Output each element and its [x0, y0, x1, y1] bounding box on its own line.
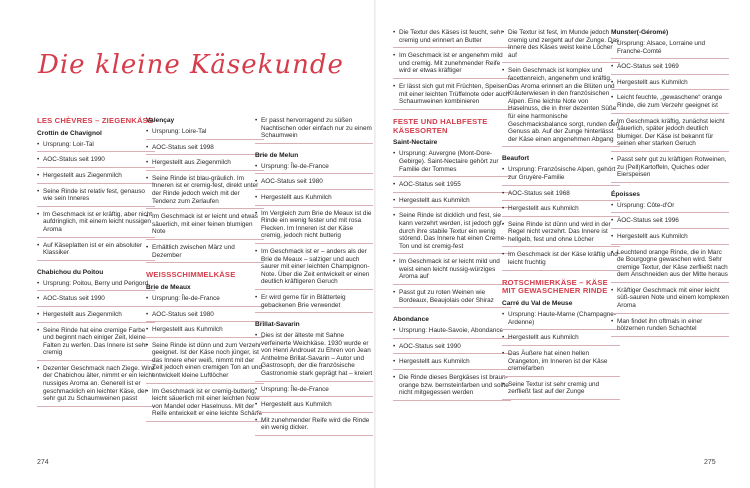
list-item: • Leicht feuchte, „gewaschene“ orange Rinde, die zum Verzehr geeignet ist: [611, 94, 729, 113]
list-item: • Seine Rinde ist blau-gräulich. Im Inneren ist er cremig-fest, direkt unter der Rinde jedoch weich mit der Tendenz zum Zerlaufen: [146, 175, 264, 209]
page-gutter: [374, 0, 376, 488]
list-item: • Seine Textur ist sehr cremig und zerfließt fast auf der Zunge: [502, 381, 620, 400]
list-item: • Man findet ihn oftmals in einer hölzernen runden Schachtel: [611, 318, 729, 337]
cheese-facts-list: [255, 163, 373, 313]
list-item: • Er wird gerne für in Blätterteig gebackenen Brie verwendet: [255, 294, 373, 313]
list-item: • AOC-Status seit 1955: [393, 181, 511, 193]
list-item: • Passt sehr gut zu kräftigen Rotweinen, zu (Pell)Kartoffeln, Quiches oder Eierspeisen: [611, 156, 729, 183]
cheese-facts-list: [37, 280, 155, 407]
list-item: • Dezenter Geschmack nach Ziege. Wird der Chabichou älter, nimmt er ein leicht nussiges Aroma an. Generell ist er geschmacklich ein leichter Käse, der sehr gut zu Schaumweinen passt: [37, 365, 155, 407]
list-item: • Hergestellt aus Kuhmilch: [611, 79, 729, 91]
list-item: • Ursprung: Poitou, Berry und Perigord: [37, 280, 155, 292]
cheese-name: Brillat-Savarin: [255, 321, 300, 329]
list-item: • Ursprung: Französische Alpen, gehört zur Gruyère-Familie: [502, 166, 620, 185]
list-item: • Ursprung: Auvergne (Mont-Dore-Gebirge). Saint-Nectaire gehört zur Familie der Tommes: [393, 150, 511, 177]
cheese-facts-list: [393, 29, 511, 110]
list-item: • AOC-Status seit 1968: [502, 190, 620, 202]
list-item: • Ursprung: Loire-Tal: [146, 128, 264, 140]
list-item: • Seine Rinde hat eine cremige Farbe und beginnt nach einiger Zeit, kleine Falten zu werfen. Das Innere ist sehr cremig: [37, 327, 155, 361]
cheese-name: Crottin de Chavignol: [37, 129, 102, 137]
list-item: • Im Geschmack ist er kräftig, aber nicht aufdringlich, mit einem leicht nussigen Aroma: [37, 211, 155, 238]
cheese-facts-list: [393, 150, 511, 308]
cheese-facts-list: [611, 40, 729, 183]
cheese-name: Époisses: [611, 190, 640, 198]
cheese-facts-list: [502, 29, 620, 147]
section-heading-rotschmierkaese: ROTSCHMIERKÄSE – KÄSE MIT GEWASCHENER RINDE: [502, 277, 608, 296]
list-item: • Ursprung: Haute-Savoie, Abondance: [393, 327, 511, 339]
cheese-name: Munster(-Géromé): [611, 29, 669, 36]
list-item: • Im Geschmack ist er leicht und etwas säuerlich, mit einer feinen blumigen Note: [146, 213, 264, 240]
list-item: • Im Geschmack kräftig, zunächst leicht säuerlich, später jedoch deutlich blumiger. Der Käse ist bekannt für seinen eher starken Geruch: [611, 118, 729, 152]
list-item: • AOC-Status seit 1980: [255, 178, 373, 190]
list-item: • AOC-Status seit 1990: [393, 343, 511, 355]
list-item: • Mit zunehmender Reife wird die Rinde ein wenig dicker.: [255, 417, 373, 436]
list-item: • AOC-Status seit 1969: [611, 63, 729, 75]
list-item: • Auf Käseplatten ist er ein absoluter Klassiker: [37, 242, 155, 261]
list-item: • Im Geschmack ist er angenehm mild und cremig. Mit zunehmender Reife wird er etwas kräftiger: [393, 52, 511, 79]
list-item: • Hergestellt aus Ziegenmilch: [37, 172, 155, 184]
list-item: • Ursprung: Île-de-France: [146, 295, 264, 307]
list-item: • Die Rinde dieses Bergkäses ist braun-orange bzw. bernsteinfarben und sollte nicht mitgegessen werden: [393, 374, 511, 401]
list-item: • Dies ist der älteste mit Sahne verfeinerte Weichkäse. 1930 wurde er von Henri Androuet zu Ehren von Jean Anthelme Brillat-Savarin – Autor und Gastrosoph, der die französische Gastronomie stark geprägt hat – kreiert: [255, 332, 373, 382]
cheese-facts-list: [255, 332, 373, 436]
section-heading-feste-kaesesorten: FESTE UND HALBFESTE KÄSESORTEN: [393, 116, 488, 135]
list-item: • Hergestellt aus Kuhmilch: [502, 205, 620, 217]
list-item: • Hergestellt aus Kuhmilch: [611, 233, 729, 245]
list-item: • Er lässt sich gut mit Früchten, Speisen mit einer leichten Trüffelnote oder auch Schaumweinen kombinieren: [393, 83, 511, 110]
list-item: • Seine Rinde ist relativ fest, genauso wie sein Inneres: [37, 188, 155, 207]
cheese-name: Brie de Meaux: [146, 283, 191, 291]
list-item: • Im Geschmack ist er – anders als der Brie de Meaux – salziger und auch saurer mit einer leichten Champignon-Note. Über die Zeit entwickelt er einen deutlich kräftigeren Geruch: [255, 248, 373, 290]
list-item: • Er passt hervorragend zu süßen Nachtischen oder einfach nur zu einem Schaumwein: [255, 117, 373, 144]
list-item: • AOC-Status seit 1990: [37, 295, 155, 307]
section-heading-ziegenkaese: LES CHÈVRES – ZIEGENKÄSE: [37, 116, 154, 125]
list-item: • Ursprung: Alsace, Lorraine und Franche-Comté: [611, 40, 729, 59]
list-item: • AOC-Status seit 1998: [146, 144, 264, 156]
list-item: • Ursprung: Loir-Tal: [37, 141, 155, 153]
list-item: • Im Geschmack ist der Käse kräftig und leicht fruchtig: [502, 251, 620, 270]
page-number-right: 275: [704, 459, 716, 466]
list-item: • AOC-Status seit 1990: [37, 156, 155, 168]
section-heading-weissschimmelkaese: WEISSSCHIMMELKÄSE: [146, 270, 236, 280]
list-item: • Passt gut zu roten Weinen wie Bordeaux, Beaujolais oder Shiraz: [393, 289, 511, 308]
list-item: • Ursprung: Île-de-France: [255, 163, 373, 175]
list-item: • Die Textur des Käses ist feucht, sehr cremig und erinnert an Butter: [393, 29, 511, 48]
list-item: • Hergestellt aus Kuhmilch: [255, 401, 373, 413]
list-item: • Erhältlich zwischen März und Dezember: [146, 244, 264, 263]
list-item: • Ursprung: Côte-d'Or: [611, 202, 729, 214]
list-item: • Hergestellt aus Kuhmilch: [255, 194, 373, 206]
cheese-name: Beaufort: [502, 155, 530, 163]
cheese-facts-list: [393, 327, 511, 401]
list-item: • Hergestellt aus Kuhmilch: [393, 358, 511, 370]
cheese-facts-list: [146, 128, 264, 263]
list-item: • Ursprung: Haute-Marne (Champagne-Ardenne): [502, 311, 620, 330]
list-item: • AOC-Status seit 1980: [146, 311, 264, 323]
list-item: • Seine Rinde ist dicklich und fest, sie kann verzehrt werden, ist jedoch ggf. durch ihre stabile Textur ein wenig störend. Das Innere hat einen Creme-Ton und ist cremig-fest: [393, 212, 511, 254]
cheese-facts-list: [502, 311, 620, 400]
page-title: Die kleine Käsekunde: [38, 50, 344, 80]
list-item: • Die Textur ist fest, im Munde jedoch cremig und zergeht auf der Zunge. Das Innere des Käses weist keine Löcher auf: [502, 29, 620, 63]
list-item: • Ursprung: Île-de-France: [255, 386, 373, 398]
list-item: • Leuchtend orange Rinde, die in Marc de Bourgogne gewaschen wird. Sehr cremige Textur, der Käse zerfließt nach dem Anschneiden aus der Mitte heraus: [611, 249, 729, 283]
cheese-facts-list: [37, 141, 155, 261]
list-item: • Das Äußere hat einen hellen Orangeton, im Inneren ist der Käse cremefarben: [502, 350, 620, 377]
list-item: • Hergestellt aus Kuhmilch: [393, 197, 511, 209]
list-item: • Seine Rinde ist dünn und wird in der Regel nicht verzehrt. Das Innere ist hellgelb, fest und ohne Löcher: [502, 221, 620, 248]
cheese-facts-list: [255, 117, 373, 144]
list-item: • Hergestellt aus Ziegenmilch: [37, 311, 155, 323]
cheese-name: Saint-Nectaire: [393, 139, 438, 147]
cheese-facts-list: [502, 166, 620, 270]
list-item: • Hergestellt aus Ziegenmilch: [146, 159, 264, 171]
cheese-name: Carré du Val de Meuse: [502, 300, 573, 308]
list-item: • Seine Rinde ist dünn und zum Verzehr geeignet. Ist der Käse noch jünger, ist das Innere eher weiß, nimmt mit der Zeit jedoch einen cremigen Ton an und entwickelt kleine Luftlöcher: [146, 342, 264, 384]
list-item: • Sein Geschmack ist komplex und facettenreich, angenehm und kräftig. Das Aroma erinnert an die Blüten und Kräuterwiesen in den französischen Alpen. Eine leichte Note von Haselnuss, die in ihrer dezenten Süße für eine harmonische Geschmacksbalance sorgt, runden den Genuss ab. Auf der Zunge hinterlässt der Käse einen angenehmen Abgang: [502, 67, 620, 147]
list-item: • Im Geschmack ist er cremig-butterig, leicht säuerlich mit einer leichten Note von Mandel oder Haselnuss. Mit der Reife entwickelt er eine leichte Schärfe: [146, 388, 264, 422]
cheese-name: Brie de Melun: [255, 151, 299, 159]
list-item: • Hergestellt aus Kuhmilch: [146, 326, 264, 338]
list-item: • Kräftiger Geschmack mit einer leicht süß-sauren Note und einem komplexen Aroma: [611, 287, 729, 314]
list-item: • Im Geschmack ist er leicht mild und weist einen leicht nussig-würziges Aroma auf: [393, 258, 511, 285]
cheese-name: Abondance: [393, 316, 429, 324]
list-item: • Hergestellt aus Kuhmilch: [502, 334, 620, 346]
cheese-name: Chabichou du Poitou: [37, 268, 104, 276]
cheese-name: Valençay: [146, 117, 175, 124]
list-item: • AOC-Status seit 1996: [611, 217, 729, 229]
page-number-left: 274: [37, 459, 49, 466]
cheese-facts-list: [611, 202, 729, 337]
list-item: • Im Vergleich zum Brie de Meaux ist die Rinde ein wenig fester und mit rosa Flecken. Im Inneren ist der Käse cremig, jedoch nicht butterig: [255, 210, 373, 244]
cheese-facts-list: [146, 295, 264, 422]
